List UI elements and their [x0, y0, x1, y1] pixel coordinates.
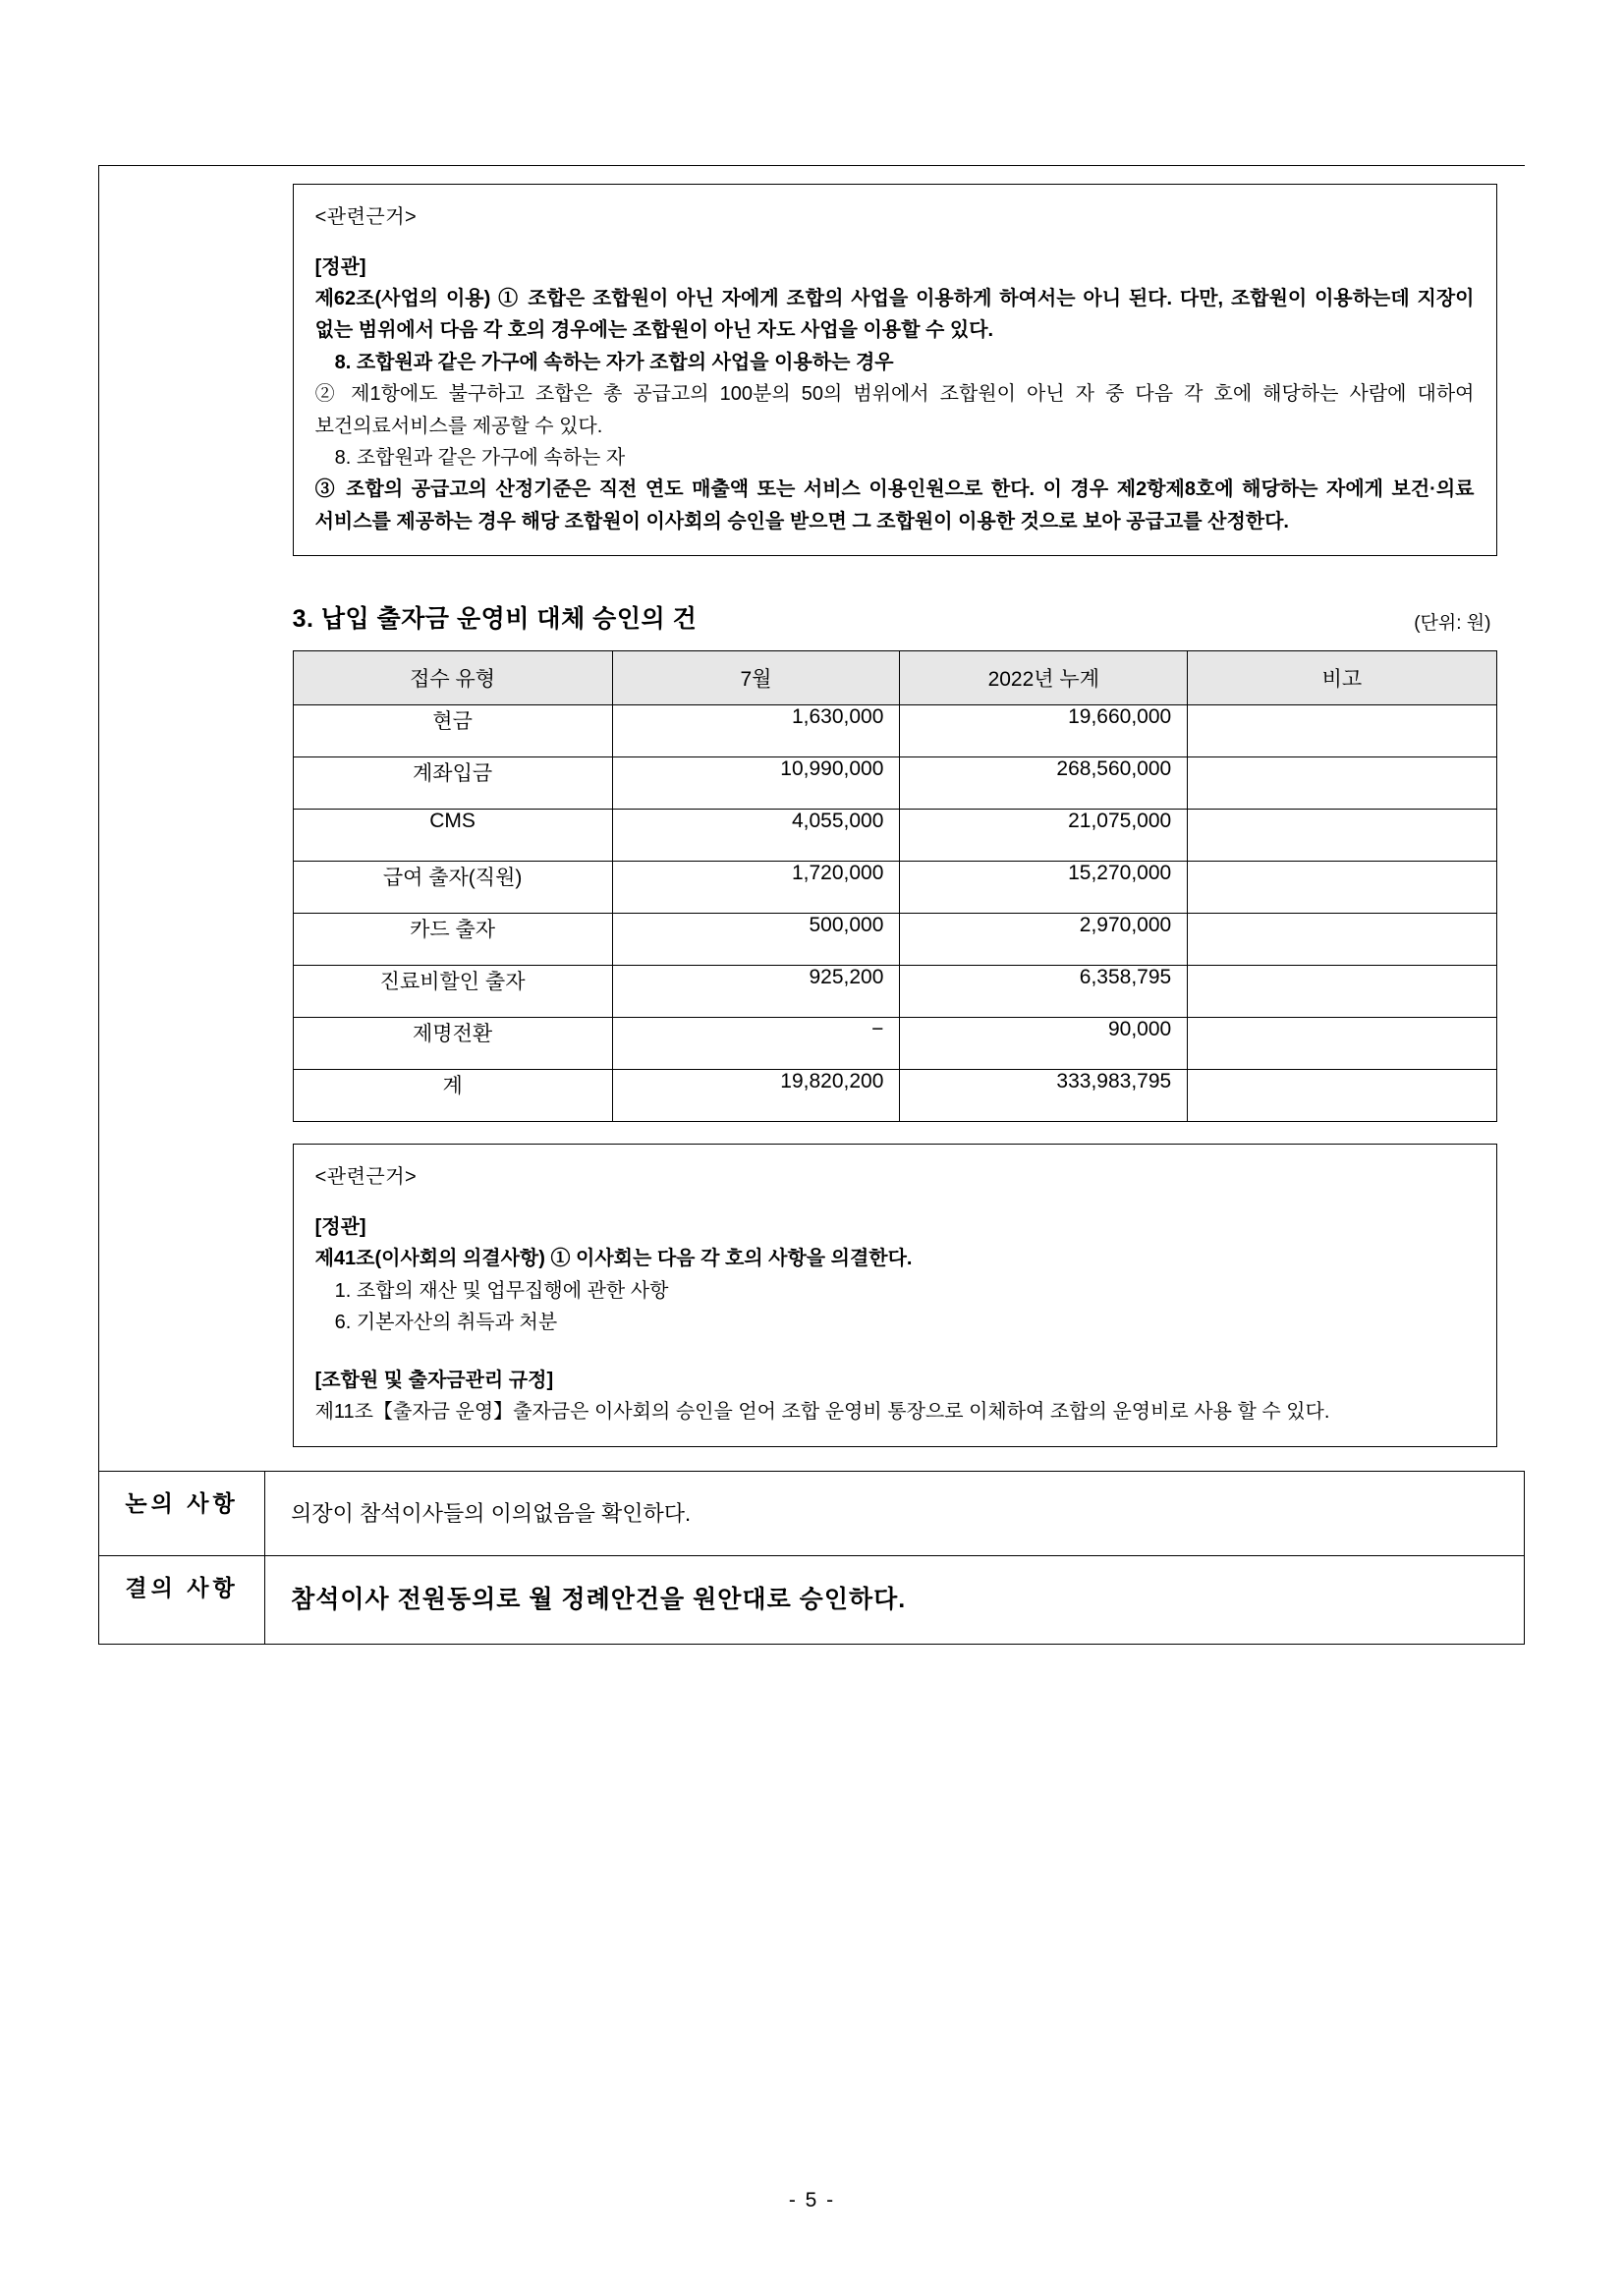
reference-box-2-line-2: 1. 조합의 재산 및 업무집행에 관한 사항 [334, 1279, 669, 1302]
section-title: 3. 납입 출자금 운영비 대체 승인의 건 [292, 605, 698, 634]
content-row [99, 166, 1525, 1472]
cell-type: 계좌입금 [293, 757, 612, 810]
th-month: 7월 [612, 651, 900, 705]
cell-type: 계 [293, 1070, 612, 1122]
cell-accumulated: 268,560,000 [900, 757, 1188, 810]
cell-accumulated: 19,660,000 [900, 705, 1188, 757]
table-row [293, 966, 1496, 1018]
section-heading [293, 599, 1497, 635]
reference-box-1-line-1: 제62조(사업의 이용) ① 조합은 조합원이 아닌 자에게 조합의 사업을 이용하게 하여서는 아니 된다. 다만, 조합원이 이용하는데 지장이 없는 범위에서 다음 각 호의 경우에는 조합원이 아닌 자도 사업을 이용할 수 있다. [314, 288, 1475, 342]
resolution-label-cell [99, 1555, 265, 1645]
cell-note [1188, 862, 1496, 914]
cell-month: 1,630,000 [612, 705, 900, 757]
content-cell [265, 166, 1525, 1472]
table-spacer [293, 1122, 1497, 1144]
th-type: 접수 유형 [293, 651, 612, 705]
cell-note [1188, 757, 1496, 810]
cell-accumulated: 90,000 [900, 1018, 1188, 1070]
cell-note [1188, 1070, 1496, 1122]
reference-box-2-line-4: 제11조【출자금 운영】출자금은 이사회의 승인을 얻어 조합 운영비 통장으로 이체하여 조합의 운영비로 사용 할 수 있다. [314, 1401, 1330, 1424]
cell-type: 카드 출자 [293, 914, 612, 966]
reference-box-1-line-5: ③ 조합의 공급고의 산정기준은 직전 연도 매출액 또는 서비스 이용인원으로 한다. 이 경우 제2항제8호에 해당하는 자에게 보건·의료 서비스를 제공하는 경우 해당 조합원이 이사회의 승인을 받으면 그 조합원이 이용한 것으로 보아 공급고를 산정한다. [314, 478, 1475, 532]
reference-box-1-subtitle: [정관] [314, 256, 366, 278]
reference-box-1-line-2: 8. 조합원과 같은 가구에 속하는 자가 조합의 사업을 이용하는 경우 [334, 351, 894, 373]
cell-type: CMS [293, 810, 612, 862]
table-row [293, 810, 1496, 862]
th-accumulated: 2022년 누계 [900, 651, 1188, 705]
discussion-text: 의장이 참석이사들의 이의없음을 확인하다. [291, 1500, 692, 1526]
cell-month: 19,820,200 [612, 1070, 900, 1122]
discussion-label-cell [99, 1471, 265, 1555]
reference-box-1 [293, 184, 1497, 556]
resolution-content-cell [265, 1555, 1525, 1645]
cell-month: 500,000 [612, 914, 900, 966]
discussion-row [99, 1471, 1525, 1555]
label-cell-empty [99, 166, 265, 1472]
table-header-row [293, 651, 1496, 705]
table-row-total [293, 1070, 1496, 1122]
cell-note [1188, 966, 1496, 1018]
cell-note [1188, 705, 1496, 757]
reference-box-2-subtitle-1: [정관] [314, 1216, 366, 1239]
cell-type: 진료비할인 출자 [293, 966, 612, 1018]
reference-box-2-line-1: 제41조(이사회의 의결사항) ① 이사회는 다음 각 호의 사항을 의결한다. [314, 1248, 913, 1270]
cell-note [1188, 810, 1496, 862]
section-unit: (단위: 원) [1414, 613, 1491, 635]
cell-type: 제명전환 [293, 1018, 612, 1070]
contribution-table [293, 650, 1497, 1122]
reference-box-2-title: <관련근거> [314, 1166, 418, 1189]
cell-note [1188, 1018, 1496, 1070]
cell-month: 10,990,000 [612, 757, 900, 810]
resolution-row [99, 1555, 1525, 1645]
cell-type: 현금 [293, 705, 612, 757]
th-note: 비고 [1188, 651, 1496, 705]
discussion-content-cell [265, 1471, 1525, 1555]
resolution-text: 참석이사 전원동의로 월 정례안건을 원안대로 승인하다. [291, 1585, 907, 1613]
cell-accumulated: 333,983,795 [900, 1070, 1188, 1122]
minutes-table [98, 165, 1525, 1645]
reference-box-1-line-4: 8. 조합원과 같은 가구에 속하는 자 [334, 446, 626, 469]
discussion-label: 논의 사항 [125, 1489, 239, 1516]
cell-note [1188, 914, 1496, 966]
reference-box-2-line-3: 6. 기본자산의 취득과 처분 [334, 1311, 558, 1333]
reference-box-1-line-3: ② 제1항에도 불구하고 조합은 총 공급고의 100분의 50의 범위에서 조합원이 아닌 자 중 다음 각 호에 해당하는 사람에 대하여 보건의료서비스를 제공할 수 있다. [314, 383, 1475, 437]
cell-type: 급여 출자(직원) [293, 862, 612, 914]
table-row [293, 705, 1496, 757]
content-body [265, 166, 1525, 1457]
reference-box-2 [293, 1144, 1497, 1447]
reference-box-2-spacer [315, 1338, 1475, 1364]
table-row [293, 757, 1496, 810]
resolution-label: 결의 사항 [125, 1574, 239, 1600]
reference-box-2-subtitle-2: [조합원 및 출자금관리 규정] [314, 1370, 554, 1392]
page-number: - 5 - [788, 2189, 836, 2212]
cell-accumulated: 2,970,000 [900, 914, 1188, 966]
cell-accumulated: 6,358,795 [900, 966, 1188, 1018]
cell-month: 1,720,000 [612, 862, 900, 914]
cell-accumulated: 21,075,000 [900, 810, 1188, 862]
table-row [293, 1018, 1496, 1070]
cell-month: 925,200 [612, 966, 900, 1018]
cell-accumulated: 15,270,000 [900, 862, 1188, 914]
cell-month: − [612, 1018, 900, 1070]
table-row [293, 914, 1496, 966]
reference-box-1-title: <관련근거> [314, 206, 418, 228]
table-row [293, 862, 1496, 914]
cell-month: 4,055,000 [612, 810, 900, 862]
